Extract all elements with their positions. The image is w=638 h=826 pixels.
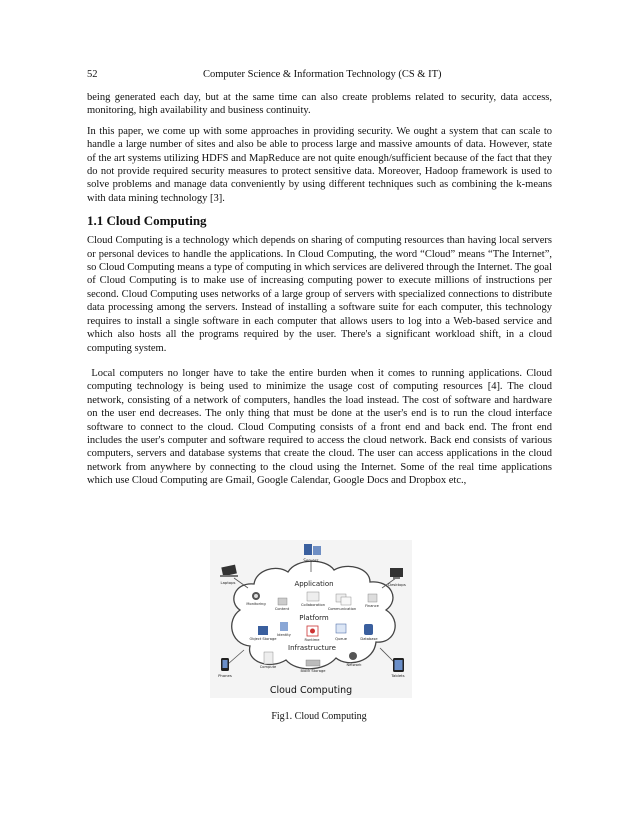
block-storage-label: Block Storage bbox=[300, 669, 326, 673]
content-icon bbox=[278, 598, 287, 605]
infrastructure-layer-label: Infrastructure bbox=[288, 644, 336, 652]
database-icon bbox=[364, 624, 373, 635]
paragraph: Cloud Computing is a technology which depends on sharing of computing resources than having local servers or personal devices to handle the applications. In Cloud Computing, the word “Cloud” means “The Internet”, so Cloud Computing means a type of computing in which services are delivered through the Internet. The goal of Cloud Computing is to make use of increasing computing power to execute millions of instructions per second. Cloud Computing uses networks of a large group of servers with specialized connections to distribute data processing among the servers. Instead of installing a software suite for each computer, this technology requires to install a single software in each computer that allows users to log into a Web-based service and which also hosts all the programs required by the user. There's a significant workload shift, in a cloud computing system. bbox=[87, 235, 552, 354]
communication-label: Communication bbox=[327, 607, 357, 611]
network-label: Network bbox=[346, 663, 362, 667]
laptops-label: Laptops bbox=[220, 580, 236, 585]
phones-label: Phones bbox=[218, 673, 232, 678]
tablet-icon bbox=[393, 658, 404, 672]
platform-layer-label: Platform bbox=[299, 614, 329, 622]
network-icon bbox=[349, 652, 357, 660]
section-heading: 1.1 Cloud Computing bbox=[87, 213, 207, 229]
paragraph: being generated each day, but at the same time can also create problems related to security, data access, monitoring, high availability and business continuity. bbox=[87, 92, 552, 117]
finance-icon bbox=[368, 594, 377, 602]
monitoring-label: Monitoring bbox=[246, 602, 266, 606]
queue-label: Queue bbox=[335, 637, 347, 641]
runtime-icon bbox=[307, 626, 318, 636]
desktops-label: Desktops bbox=[388, 582, 406, 587]
figure-title: Cloud Computing bbox=[269, 685, 353, 696]
queue-icon bbox=[336, 624, 346, 633]
content-label: Content bbox=[274, 607, 290, 611]
identity-icon bbox=[280, 622, 288, 631]
figure-caption: Fig1. Cloud Computing bbox=[271, 711, 367, 722]
phone-icon bbox=[221, 658, 229, 671]
servers-label: Servers bbox=[303, 558, 319, 563]
tablets-label: Tablets bbox=[391, 673, 405, 678]
block-storage-icon bbox=[306, 660, 320, 666]
identity-label: Identity bbox=[277, 633, 291, 637]
database-label: Database bbox=[360, 637, 378, 641]
compute-icon bbox=[264, 652, 273, 664]
cloud-computing-figure bbox=[210, 540, 412, 698]
object-storage-icon bbox=[258, 626, 268, 635]
monitoring-icon bbox=[252, 592, 260, 600]
page-number: 52 bbox=[87, 69, 98, 80]
application-layer-label: Application bbox=[294, 580, 334, 588]
paragraph: In this paper, we come up with some approaches in providing security. We ought a system that can scale to handle a large number of sites and also be able to process large and massive amounts of data. However, state of the art systems utilizing HDFS and MapReduce are not quite enough/sufficient because of the fact that they do not provide required security measures to protect sensitive data. Moreover, Hadoop framework is used to solve problems and manage data conveniently by using different techniques such as combining the k-means with data mining technology [3]. bbox=[87, 125, 552, 204]
collaboration-label: Collaboration bbox=[301, 603, 325, 607]
compute-label: Compute bbox=[259, 665, 277, 669]
runtime-label: Runtime bbox=[304, 638, 320, 642]
journal-title: Computer Science & Information Technology (CS & IT) bbox=[203, 69, 442, 80]
paragraph: Local computers no longer have to take the entire burden when it comes to running applications. Cloud computing technology is being used to minimize the usage cost of computing resources [4]. The cloud network, consisting of a network of computers, handles the load instead. The cost of software and hardware on the user end decreases. The only thing that must be done at the user's end is to run the cloud interface software to connect to the cloud. Cloud Computing consists of a front end and back end. The front end includes the user's computer and software required to access the cloud network. Back end consists of various computers, servers and database systems that create the cloud. The user can access applications in the cloud network from anywhere by connecting to the cloud using the Internet. Some of the real time applications which use Cloud Computing are Gmail, Google Calendar, Google Docs and Dropbox etc., bbox=[87, 367, 555, 487]
finance-label: Finance bbox=[365, 604, 379, 608]
collaboration-icon bbox=[307, 592, 319, 601]
object-storage-label: Object Storage bbox=[249, 637, 277, 641]
page-body bbox=[87, 91, 555, 495]
